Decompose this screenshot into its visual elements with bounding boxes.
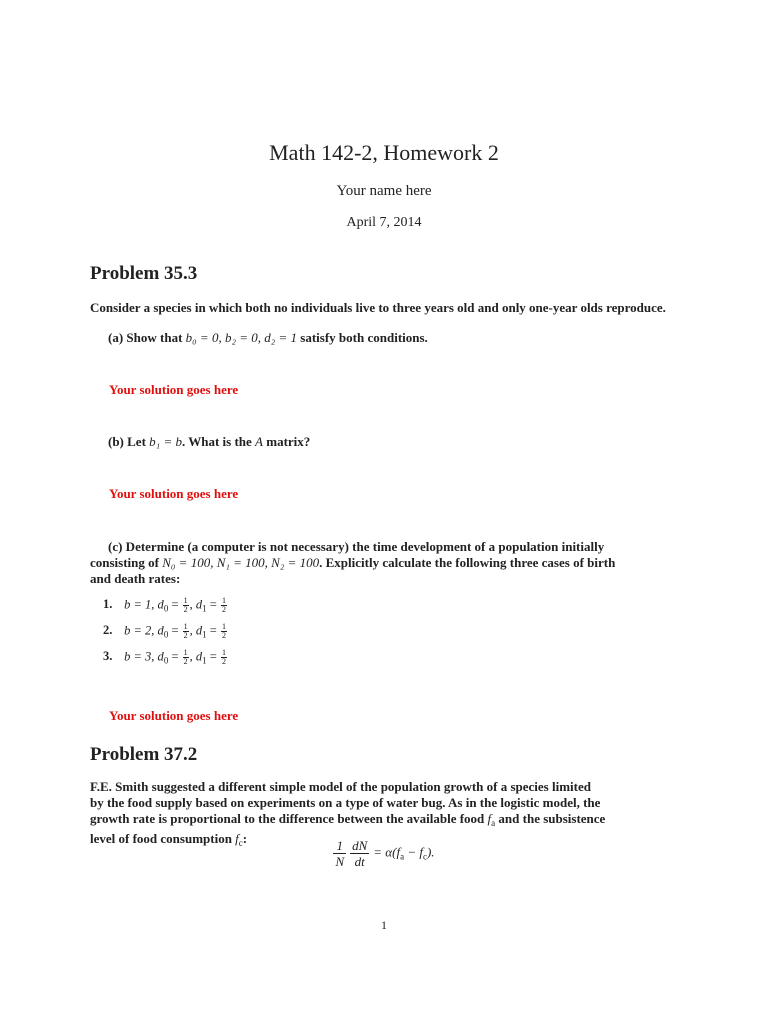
part-b-var: A [255, 434, 263, 449]
document-date: April 7, 2014 [346, 215, 422, 230]
smith-equation [0, 838, 768, 869]
part-a-label: (a) Show that [108, 330, 183, 345]
case-d1-fraction [221, 623, 227, 640]
case-item-2: 2. b = 2, $d_0$ = $\frac{1}{2}$ , $d_1$ = $\frac{1}{2}$ [103, 622, 226, 640]
case-d1-subscript: 1 [202, 655, 207, 666]
part-c-line2 [90, 555, 680, 571]
problem-intro [90, 300, 680, 316]
part-b-mid: . What is the [181, 434, 252, 449]
part-a-math: b₀ = 0, b₂ = 0, d₂ = 1 [185, 330, 298, 345]
frac-bottom: N [335, 854, 345, 869]
frac-bottom: 2 [183, 657, 188, 666]
solution-placeholder-c: Your solution goes here [109, 708, 239, 723]
math-subscript: a [491, 818, 496, 828]
text-line: F.E. Smith suggested a different simple model of the population growth of a species limited [90, 779, 591, 794]
part-c-math: N₀ = 100, N₁ = 100, N₂ = 100 [162, 555, 320, 570]
part-a-question [90, 330, 680, 346]
case-d0-fraction [183, 649, 189, 666]
solution-placeholder-b: Your solution goes here [109, 486, 239, 501]
case-d0-fraction [183, 597, 189, 614]
case-number: 3. [103, 649, 113, 664]
intro-text: Consider a species in which both no individuals live to three years old and only one-year olds reproduce. [90, 300, 666, 315]
part-c-line2-pre: consisting of [90, 555, 159, 570]
case-d1-subscript: 1 [202, 629, 207, 640]
part-c-question [90, 539, 680, 587]
equation-rhs-end: ). [426, 844, 435, 860]
equation-rhs-mid: − f [404, 844, 423, 860]
equation-fraction-1 [333, 838, 346, 869]
text-fragment: and the subsistence [498, 811, 606, 826]
text-line [90, 811, 680, 831]
case-item-1: 1. b = 1, $d_0$ = $\frac{1}{2}$ , $d_1$ = $\frac{1}{2}$ [103, 596, 226, 614]
frac-top: 1 [221, 596, 226, 605]
frac-bottom: 2 [221, 605, 226, 614]
text-fragment: level of food consumption [90, 831, 232, 846]
math-variable: f [487, 811, 492, 826]
case-d0-subscript: 0 [163, 603, 169, 614]
math-subscript: a [400, 851, 405, 862]
frac-bottom: 2 [221, 631, 226, 640]
case-b-value: b = 2, d [124, 623, 164, 638]
case-number: 1. [103, 597, 113, 612]
page-number: 1 [381, 918, 387, 932]
frac-top: 1 [183, 622, 188, 631]
equation-rhs: = α(f [373, 844, 401, 860]
frac-bottom: 2 [221, 657, 226, 666]
part-b-tail: matrix? [266, 434, 311, 449]
frac-top: 1 [221, 622, 226, 631]
frac-top: 1 [221, 648, 226, 657]
math-variable: f [235, 831, 239, 846]
case-d0-subscript: 0 [163, 629, 169, 640]
case-item-3: 3. b = 3, $d_0$ = $\frac{1}{2}$ , $d_1$ = $\frac{1}{2}$ [103, 648, 226, 666]
frac-top: 1 [333, 838, 346, 854]
problem-heading-37-2: Problem 37.2 [90, 744, 198, 765]
part-c-line3: and death rates: [90, 571, 181, 586]
equation-fraction-2 [350, 838, 369, 869]
part-a-tail: satisfy both conditions. [300, 330, 428, 345]
math-subscript: c [422, 851, 427, 862]
part-c-line1: (c) Determine (a computer is not necessary) the time development of a population initially [108, 539, 605, 554]
text-fragment: growth rate is proportional to the difference between the available food [90, 811, 485, 826]
case-d1-fraction [221, 649, 227, 666]
frac-top: dN [352, 838, 368, 853]
case-number: 2. [103, 623, 113, 638]
case-d1-fraction [221, 597, 227, 614]
part-b-label: (b) Let [108, 434, 146, 449]
solution-placeholder-a: Your solution goes here [109, 382, 239, 397]
frac-bottom: 2 [183, 605, 188, 614]
case-b-value: b = 3, d [124, 649, 164, 664]
text-line: by the food supply based on experiments on a type of water bug. As in the logistic model, the [90, 795, 601, 810]
math-subscript: c [238, 838, 243, 848]
part-b-question [90, 434, 680, 450]
text-fragment: : [242, 831, 248, 846]
case-d0-subscript: 0 [163, 655, 169, 666]
frac-top: 1 [183, 596, 188, 605]
case-d0-fraction [183, 623, 189, 640]
author-name: Your name here [336, 183, 432, 199]
document-title: Math 142-2, Homework 2 [269, 140, 499, 165]
frac-bottom: dt [354, 854, 365, 869]
frac-top: 1 [183, 648, 188, 657]
frac-bottom: 2 [183, 631, 188, 640]
part-b-math: b₁ = b [149, 434, 182, 449]
problem-heading-35-3: Problem 35.3 [90, 263, 198, 284]
part-c-line2-post: . Explicitly calculate the following three cases of birth [319, 555, 616, 570]
case-b-value: b = 1, d [124, 597, 164, 612]
case-d1-subscript: 1 [202, 603, 207, 614]
